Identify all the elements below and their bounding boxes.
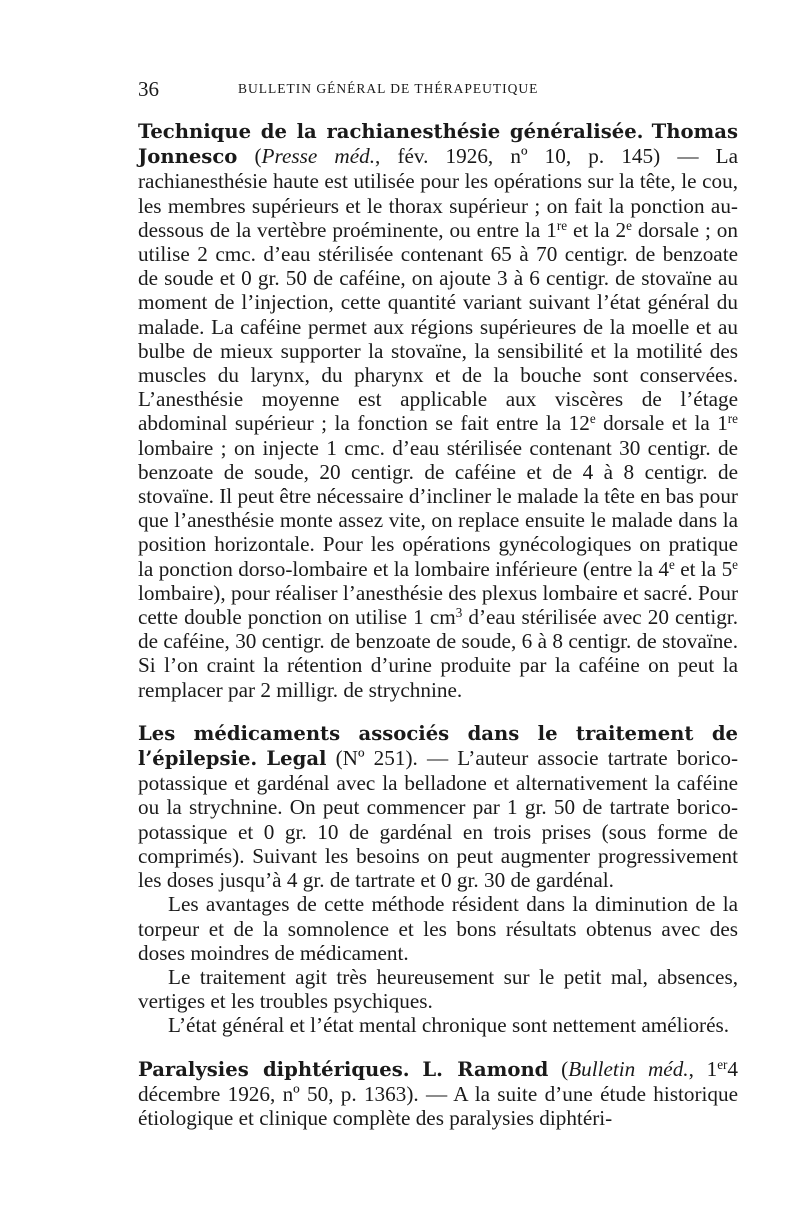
article-title: Technique de la rachianesthésie généralisée. [138,120,644,143]
article-paralysies [138,1057,738,1131]
page-body [138,119,738,1130]
article-paragraph: L’état général et l’état mental chronique sont nettement améliorés. [168,1013,730,1038]
journal-name: Presse méd. [261,144,375,169]
article-rachianesthesie [138,119,738,702]
journal-name: Bulletin méd. [568,1056,689,1081]
running-title: BULLETIN GÉNÉRAL DE THÉRAPEUTIQUE [238,81,539,96]
page-header [138,74,738,104]
page-number: 36 [138,77,159,101]
article-body: — A la suite d’une étude historique étiologique et clinique complète des paralysies diphtéri- [138,1081,738,1130]
article-title: Paralysies diphtériques. [138,1057,410,1081]
article-paragraph: Les avantages de cette méthode résident dans la diminution de la torpeur et de la somnolence et les bons résultats obtenus avec des doses moindres de médicament. [138,892,738,965]
article-paragraph: Le traitement agit très heureusement sur le petit mal, absences, vertiges et les troubles psychiques. [138,964,738,1014]
article-title: Les médicaments associés dans le traitement de l’épilepsie. [138,721,738,771]
article-reference: (Bulletin méd., 1er4 décembre 1926, nº 50, p. 1363). [138,1056,739,1106]
article-author: L. Ramond [422,1057,549,1081]
article-author: Legal [266,747,327,771]
article-reference: (Presse méd., fév. 1926, nº 10, p. 145) [254,144,661,169]
article-author: Thomas Jonnesco [138,120,739,169]
article-body: — La rachianesthésie haute est utilisée pour les opérations sur la tête, le cou, les membres supérieurs et le thorax supérieur ; on fait la ponction au-dessous de la vertèbre proéminente, ou entre la 1re et la 2e dorsale ; on utilise 2 cmc. d’eau stérilisée contenant 65 à 70 centigr. de benzoate de soude et 0 gr. 50 de caféine, on ajoute 3 à 6 centigr. de stovaïne au moment de l’injection, cette quantité variant suivant l’état général du malade. La caféine permet aux régions supérieures de la moelle et au bulbe de mieux supporter la stovaïne, la sensibilité et la motilité des muscles du larynx, du pharynx et de la bouche sont conservées. L’anesthésie moyenne est applicable aux viscères de l’étage abdominal supérieur ; la fonction se fait entre la 12e dorsale et la 1re lombaire ; on injecte 1 cmc. d’eau stérilisée contenant 30 centigr. de benzoate de soude, 20 centigr. de caféine et de 4 à 8 centigr. de stovaïne. Il peut être nécessaire d’incliner le malade la tête en bas pour que l’anesthésie monte assez vite, on replace ensuite le malade dans la position horizontale. Pour les opérations gynécologiques on pratique la ponction dorso-lombaire et la lombaire inférieure (entre la 4e et la 5e lombaire), pour réaliser l’anesthésie des plexus lombaire et sacré. Pour cette double ponction on utilise 1 $cm^3$ d’eau stérilisée avec 20 centigr. de caféine, 30 centigr. de benzoate de soude, 6 à 8 centigr. de stovaïne. Si l’on craint la rétention d’urine produite par la caféine on peut la remplacer par 2 milligr. de strychnine. [138,144,739,702]
article-body: — L’auteur associe tartrate borico-potassique et gardénal avec la belladone et alternativement la caféine ou la strychnine. On peut commencer par 1 gr. 50 de tartrate borico-potassique et 0 gr. 10 de gardénal en trois prises (sous forme de comprimés). Suivant les besoins on peut augmenter progressivement les doses jusqu’à 4 gr. de tartrate et 0 gr. 30 de gardénal. [138,746,739,893]
article-epilepsie [138,721,738,892]
article-reference: (Nº 251). [335,746,418,771]
